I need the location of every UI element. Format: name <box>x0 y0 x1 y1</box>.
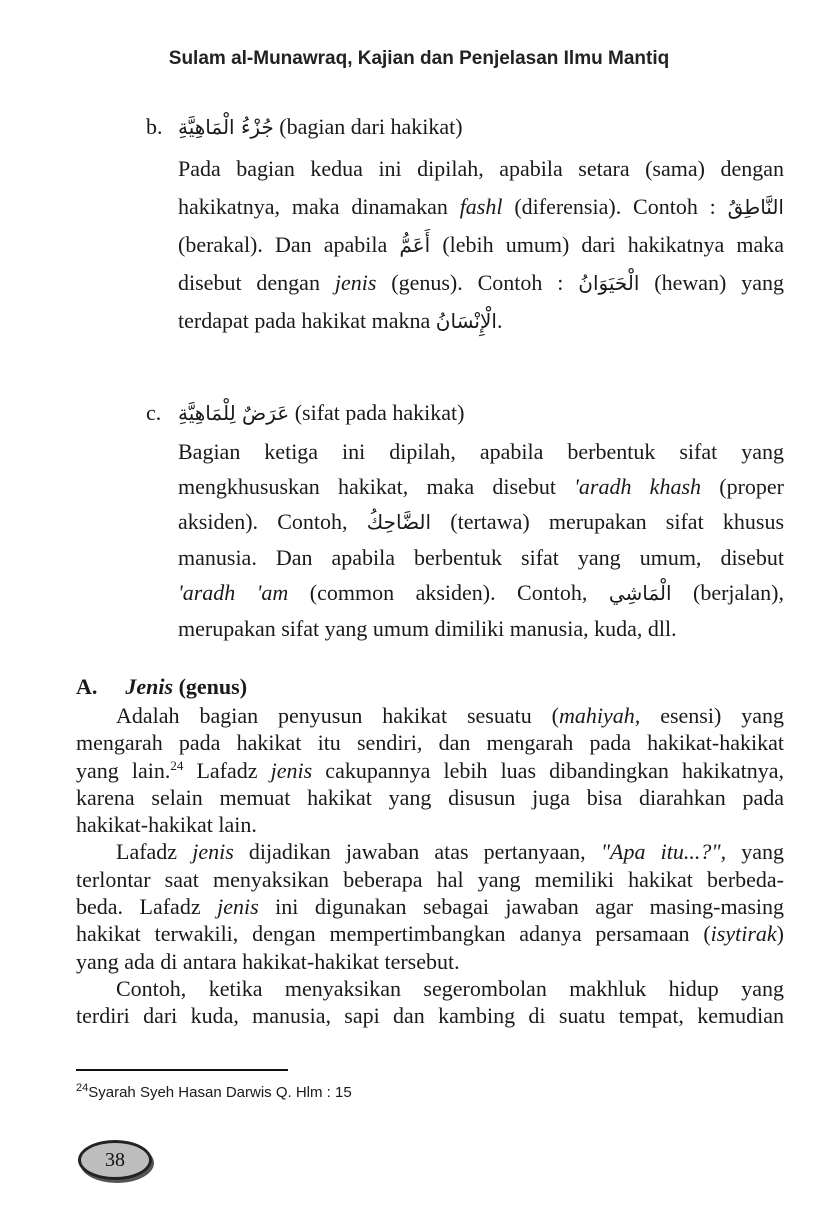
item-c-line-1: Bagian ketiga ini dipilah, apabila berbentuk sifat yang <box>178 439 784 464</box>
arabic-example-insan: الْإِنْسَانُ <box>435 309 497 333</box>
p2-line-2: terlontar saat menyaksikan beberapa hal yang memiliki hakikat berbeda- <box>76 866 784 892</box>
item-b-line-4: disebut dengan jenis (genus). Contoh : الْحَيَوَانُ (hewan) yang <box>178 270 784 295</box>
p1-line-1: Adalah bagian penyusun hakikat sesuatu (mahiyah, esensi) yang <box>116 703 785 728</box>
arabic-aamm: أَعَمُّ <box>399 233 431 257</box>
section-a-letter: A. <box>76 674 98 699</box>
p2-line-5: yang ada di antara hakikat-hakikat tersebut. <box>76 948 460 974</box>
arabic-example-dhahik: الضَّاحِكُ <box>366 510 432 534</box>
item-b-line-1: Pada bagian kedua ini dipilah, apabila setara (sama) dengan <box>178 156 784 181</box>
item-b-gloss: (bagian dari hakikat) <box>279 114 463 139</box>
p1-line-5: hakikat-hakikat lain. <box>76 812 257 838</box>
page-number-badge <box>78 1140 152 1180</box>
p3-line-2: terdiri dari kuda, manusia, sapi dan kambing di suatu tempat, kemudian <box>76 1003 784 1029</box>
item-c-arabic-term: عَرَضٌ لِلْمَاهِيَّةِ <box>178 401 290 425</box>
item-c-line-4: manusia. Dan apabila berbentuk sifat yang umum, disebut <box>178 545 784 570</box>
footnote <box>76 1084 352 1101</box>
section-a-title-rest: (genus) <box>178 674 248 699</box>
arabic-example-natiq: النَّاطِقُ <box>727 195 784 219</box>
item-c-line-2: mengkhususkan hakikat, maka disebut 'aradh khash (proper <box>178 474 784 499</box>
section-a-title-italic: Jenis <box>125 674 174 699</box>
p2-line-1: Lafadz jenis dijadikan jawaban atas pertanyaan, "Apa itu...?", yang <box>116 839 784 865</box>
p2-line-3: beda. Lafadz jenis ini digunakan sebagai jawaban agar masing-masing <box>76 894 784 920</box>
section-a-body <box>76 702 784 1030</box>
page-number: 38 <box>105 1148 125 1171</box>
footnote-number: 24 <box>76 1082 89 1094</box>
p3-line-1: Contoh, ketika menyaksikan segerombolan makhluk hidup yang <box>116 975 784 1001</box>
item-b-body <box>178 150 784 340</box>
footnote-divider <box>76 1069 288 1071</box>
item-c-gloss: (sifat pada hakikat) <box>294 400 465 425</box>
footnote-text: Syarah Syeh Hasan Darwis Q. Hlm : 15 <box>88 1084 352 1101</box>
running-header: Sulam al-Munawraq, Kajian dan Penjelasan Ilmu Mantiq <box>168 48 670 69</box>
p1-line-2: mengarah pada hakikat itu sendiri, dan mengarah pada hakikat-hakikat <box>76 730 784 756</box>
item-c-heading <box>178 400 465 426</box>
item-c-line-3: aksiden). Contoh, الضَّاحِكُ (tertawa) merupakan sifat khusus <box>178 509 785 534</box>
p2-line-4: hakikat terwakili, dengan mempertimbangkan adanya persamaan (isytirak) <box>76 921 784 947</box>
p1-line-3: yang lain.$^{24}$ Lafadz jenis cakupannya lebih luas dibandingkan hakikatnya, <box>76 757 784 783</box>
item-c-line-5: 'aradh 'am (common aksiden). Contoh, الْمَاشِي (berjalan), <box>178 580 785 605</box>
section-a-heading <box>76 674 247 700</box>
footnote-ref[interactable]: 24 <box>170 757 184 773</box>
item-c-marker: c. <box>146 400 162 425</box>
item-b-marker: b. <box>146 114 163 139</box>
item-b-line-2: hakikatnya, maka dinamakan fashl (diferensia). Contoh : النَّاطِقُ <box>178 194 784 219</box>
item-b-line-5: terdapat pada hakikat makna الْإِنْسَانُ. <box>178 308 503 333</box>
arabic-example-hayawan: الْحَيَوَانُ <box>578 271 640 295</box>
item-b-heading <box>178 114 463 140</box>
item-b-line-3: (berakal). Dan apabila أَعَمُّ (lebih umum) dari hakikatnya maka <box>178 232 785 257</box>
arabic-example-masyi: الْمَاشِي <box>608 581 672 605</box>
item-c-line-6: merupakan sifat yang umum dimiliki manusia, kuda, dll. <box>178 616 677 641</box>
p1-line-4: karena selain memuat hakikat yang disusun juga bisa diarahkan pada <box>76 784 784 810</box>
item-b-arabic-term: جُزْءُ الْمَاهِيَّةِ <box>178 115 274 139</box>
item-c-body <box>178 434 784 646</box>
